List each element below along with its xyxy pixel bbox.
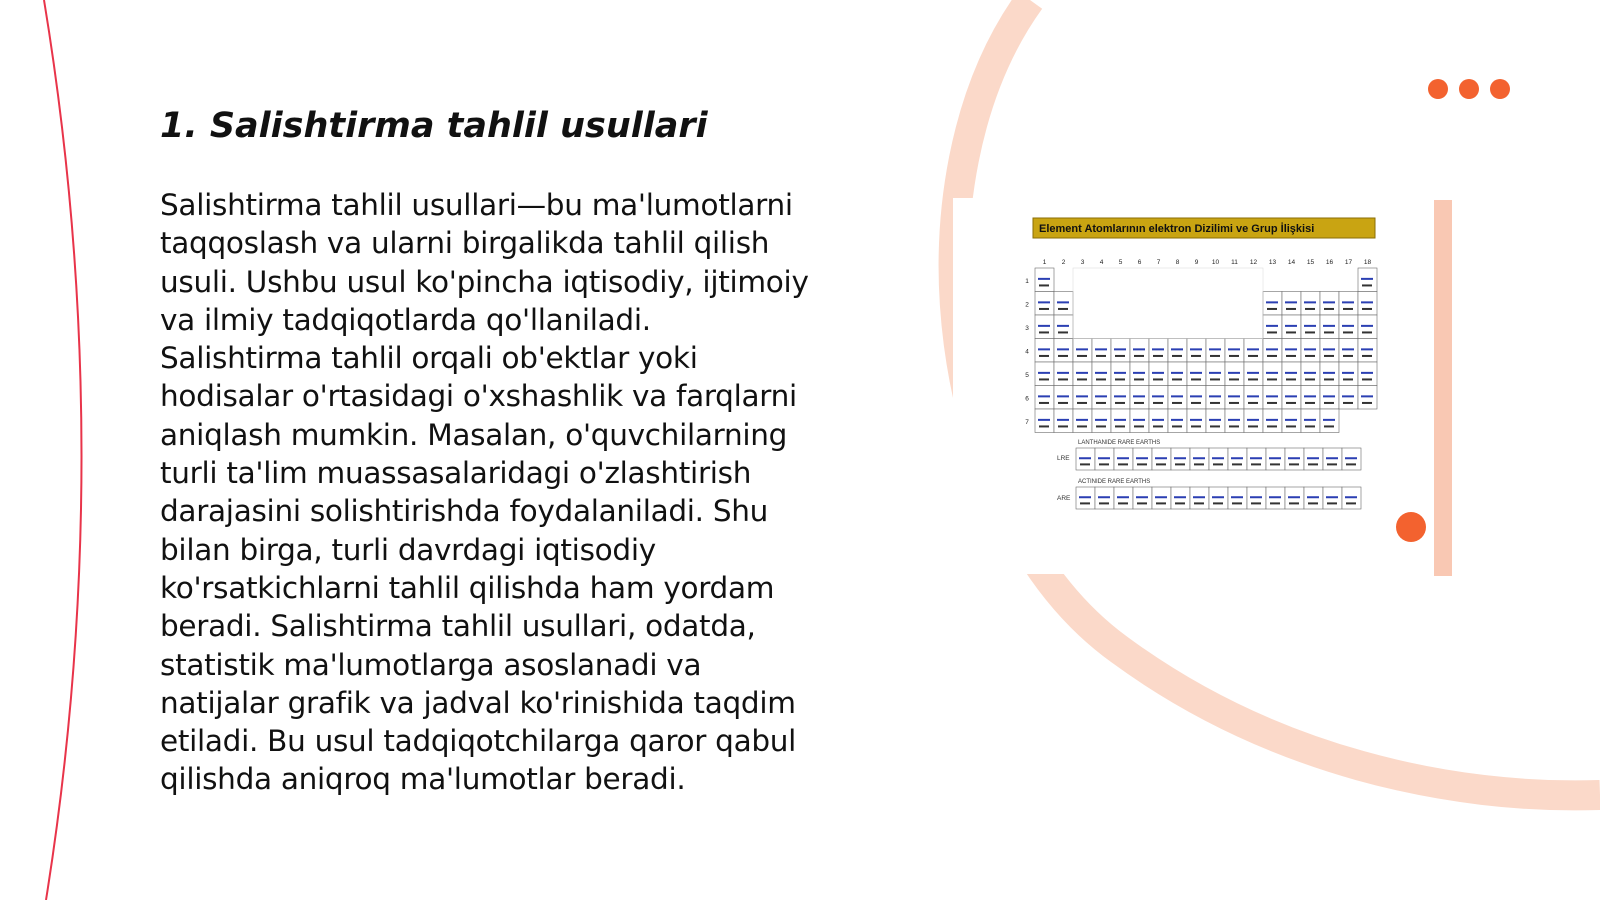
element-cell-config-mark [1038,395,1050,397]
element-cell-symbol-mark [1118,502,1128,504]
slide-body-text [160,186,840,799]
element-cell-config-mark [1171,419,1183,421]
group-number: 2 [1061,259,1066,266]
element-cell-symbol-mark [1137,502,1147,504]
element-cell-config-mark [1285,395,1297,397]
element-cell-config-mark [1114,419,1126,421]
element-cell-symbol-mark [1362,284,1372,286]
element-cell-symbol-mark [1343,355,1353,357]
body-line: aniqlash mumkin. Masalan, o'quvchilarning [160,417,788,452]
element-cell-symbol-mark [1039,378,1049,380]
element-cell-config-mark [1114,395,1126,397]
element-cell-symbol-mark [1286,425,1296,427]
element-cell-config-mark [1152,372,1164,374]
element-cell-config-mark [1212,496,1224,498]
element-cell-symbol-mark [1156,502,1166,504]
element-cell-symbol-mark [1289,463,1299,465]
vertical-peach-bar [1434,200,1452,576]
element-cell-config-mark [1152,419,1164,421]
element-cell-symbol-mark [1270,463,1280,465]
element-cell-config-mark [1250,496,1262,498]
element-cell-config-mark [1209,348,1221,350]
element-cell-symbol-mark [1099,502,1109,504]
element-cell-config-mark [1038,278,1050,280]
group-number: 7 [1156,259,1161,266]
group-number: 1 [1042,259,1047,266]
element-cell-config-mark [1193,457,1205,459]
element-cell-config-mark [1171,395,1183,397]
element-cell-symbol-mark [1346,463,1356,465]
element-cell-config-mark [1057,325,1069,327]
element-cell-symbol-mark [1343,378,1353,380]
period-number: 6 [1025,395,1029,403]
element-cell-config-mark [1193,496,1205,498]
element-cell-symbol-mark [1213,502,1223,504]
element-cell-symbol-mark [1191,378,1201,380]
element-cell-config-mark [1323,325,1335,327]
element-cell-config-mark [1266,348,1278,350]
element-cell-symbol-mark [1213,463,1223,465]
element-cell-symbol-mark [1362,355,1372,357]
element-cell-config-mark [1269,496,1281,498]
element-cell-symbol-mark [1134,425,1144,427]
element-cell-config-mark [1304,395,1316,397]
element-cell-symbol-mark [1058,378,1068,380]
element-cell-config-mark [1098,496,1110,498]
element-cell-symbol-mark [1153,378,1163,380]
element-cell-symbol-mark [1134,402,1144,404]
element-cell-config-mark [1057,419,1069,421]
element-cell-symbol-mark [1324,331,1334,333]
group-number: 14 [1287,259,1296,266]
element-cell-symbol-mark [1096,402,1106,404]
element-cell-symbol-mark [1153,402,1163,404]
element-cell-config-mark [1174,496,1186,498]
element-cell-config-mark [1326,496,1338,498]
element-cell-symbol-mark [1096,378,1106,380]
body-line: usuli. Ushbu usul ko'pincha iqtisodiy, ijtimoiy [160,264,809,299]
element-cell-config-mark [1133,419,1145,421]
group-number: 18 [1363,259,1372,266]
element-cell-symbol-mark [1286,331,1296,333]
element-cell-config-mark [1095,395,1107,397]
element-cell-symbol-mark [1248,402,1258,404]
element-cell-config-mark [1247,348,1259,350]
element-cell-symbol-mark [1137,463,1147,465]
element-cell-symbol-mark [1039,331,1049,333]
element-cell-symbol-mark [1305,425,1315,427]
element-cell-config-mark [1209,419,1221,421]
element-cell-config-mark [1231,496,1243,498]
element-cell-symbol-mark [1229,355,1239,357]
element-cell-config-mark [1342,395,1354,397]
element-cell-symbol-mark [1229,402,1239,404]
decor-dot [1428,79,1448,99]
element-cell-config-mark [1038,348,1050,350]
element-cell-symbol-mark [1172,378,1182,380]
element-cell-symbol-mark [1153,355,1163,357]
group-number: 5 [1118,259,1123,266]
element-cell-symbol-mark [1194,463,1204,465]
element-cell-symbol-mark [1194,502,1204,504]
element-cell-config-mark [1079,496,1091,498]
body-line: turli ta'lim muassasalaridagi o'zlashtirish [160,456,752,491]
element-cell-config-mark [1190,348,1202,350]
element-cell-symbol-mark [1248,378,1258,380]
element-cell-config-mark [1323,348,1335,350]
period-number: 1 [1025,277,1029,285]
element-cell-symbol-mark [1039,402,1049,404]
group-number: 17 [1344,259,1353,266]
element-cell-config-mark [1114,372,1126,374]
element-cell-config-mark [1342,301,1354,303]
element-cell-symbol-mark [1058,355,1068,357]
group-number: 12 [1249,259,1258,266]
element-cell-config-mark [1212,457,1224,459]
element-cell-symbol-mark [1305,378,1315,380]
element-cell-symbol-mark [1115,425,1125,427]
element-cell-config-mark [1304,301,1316,303]
element-cell-symbol-mark [1077,402,1087,404]
element-cell-config-mark [1266,301,1278,303]
decor-dot [1490,79,1510,99]
element-cell-config-mark [1361,278,1373,280]
periodic-table-figure [953,198,1433,574]
body-line: beradi. Salishtirma tahlil usullari, odatda, [160,609,756,644]
element-cell-config-mark [1304,419,1316,421]
element-cell-config-mark [1266,325,1278,327]
period-number: 3 [1025,324,1029,332]
element-cell-config-mark [1209,395,1221,397]
element-cell-symbol-mark [1058,425,1068,427]
element-cell-config-mark [1190,419,1202,421]
element-cell-symbol-mark [1039,425,1049,427]
body-line: etiladi. Bu usul tadqiqotchilarga qaror qabul [160,724,797,759]
element-cell-config-mark [1250,457,1262,459]
element-cell-config-mark [1136,457,1148,459]
element-cell-symbol-mark [1077,355,1087,357]
element-cell-symbol-mark [1270,502,1280,504]
element-cell-config-mark [1057,348,1069,350]
element-cell-symbol-mark [1096,355,1106,357]
element-cell-symbol-mark [1077,378,1087,380]
element-cell-config-mark [1231,457,1243,459]
element-cell-config-mark [1095,372,1107,374]
element-cell-config-mark [1117,457,1129,459]
element-cell-symbol-mark [1175,502,1185,504]
group-number: 3 [1080,259,1085,266]
element-cell-config-mark [1038,301,1050,303]
element-cell-symbol-mark [1305,402,1315,404]
element-cell-config-mark [1155,457,1167,459]
element-cell-symbol-mark [1229,425,1239,427]
transition-gap [1073,268,1263,339]
period-number: 5 [1025,371,1029,379]
element-cell-config-mark [1307,496,1319,498]
element-cell-config-mark [1133,395,1145,397]
element-cell-symbol-mark [1289,502,1299,504]
element-cell-config-mark [1361,395,1373,397]
element-cell-symbol-mark [1058,308,1068,310]
element-cell-config-mark [1269,457,1281,459]
element-cell-config-mark [1342,348,1354,350]
element-cell-config-mark [1266,395,1278,397]
body-line: bilan birga, turli davrdagi iqtisodiy [160,532,656,567]
element-cell-config-mark [1038,372,1050,374]
element-cell-config-mark [1323,419,1335,421]
body-line: va ilmiy tadqiqotlarda qo'llaniladi. [160,302,651,337]
element-cell-config-mark [1307,457,1319,459]
element-cell-config-mark [1228,419,1240,421]
element-cell-config-mark [1285,301,1297,303]
element-cell-symbol-mark [1191,402,1201,404]
lanthanide-label: LANTHANIDE RARE EARTHS [1078,440,1161,446]
element-cell-config-mark [1247,419,1259,421]
element-cell-symbol-mark [1077,425,1087,427]
element-cell-symbol-mark [1248,425,1258,427]
element-cell-config-mark [1076,395,1088,397]
decor-dot-large [1396,512,1426,542]
body-line: statistik ma'lumotlarga asoslanadi va [160,647,702,682]
period-number: 7 [1025,418,1029,426]
element-cell-symbol-mark [1115,355,1125,357]
element-cell-config-mark [1057,301,1069,303]
element-cell-symbol-mark [1080,463,1090,465]
element-cell-symbol-mark [1232,502,1242,504]
element-cell-config-mark [1285,325,1297,327]
element-cell-config-mark [1057,395,1069,397]
element-cell-symbol-mark [1343,402,1353,404]
element-cell-config-mark [1038,325,1050,327]
element-cell-config-mark [1361,372,1373,374]
element-cell-config-mark [1152,348,1164,350]
element-cell-symbol-mark [1210,378,1220,380]
period-number: 4 [1025,348,1029,356]
body-line: Salishtirma tahlil usullari—bu ma'lumotlarni [160,188,793,222]
element-cell-config-mark [1345,496,1357,498]
element-cell-symbol-mark [1039,284,1049,286]
left-red-curve [44,0,82,900]
body-line: taqqoslash va ularni birgalikda tahlil qilish [160,226,770,261]
element-cell-config-mark [1326,457,1338,459]
element-cell-config-mark [1285,372,1297,374]
element-cell-config-mark [1288,496,1300,498]
element-cell-symbol-mark [1267,308,1277,310]
body-line: hodisalar o'rtasidagi o'xshashlik va farqlarni [160,379,797,414]
element-cell-config-mark [1133,372,1145,374]
element-cell-config-mark [1095,348,1107,350]
element-cell-symbol-mark [1210,355,1220,357]
group-number: 6 [1137,259,1142,266]
body-line: natijalar grafik va jadval ko'rinishida taqdim [160,685,796,720]
element-cell-symbol-mark [1172,402,1182,404]
body-line: ko'rsatkichlarni tahlil qilishda ham yordam [160,570,775,605]
element-cell-config-mark [1095,419,1107,421]
element-cell-symbol-mark [1305,331,1315,333]
element-cell-symbol-mark [1210,402,1220,404]
element-cell-symbol-mark [1327,463,1337,465]
element-cell-symbol-mark [1172,425,1182,427]
element-cell-symbol-mark [1115,378,1125,380]
element-cell-config-mark [1342,325,1354,327]
element-cell-symbol-mark [1251,502,1261,504]
element-cell-config-mark [1345,457,1357,459]
element-cell-config-mark [1304,372,1316,374]
element-cell-config-mark [1323,395,1335,397]
element-cell-config-mark [1114,348,1126,350]
element-cell-config-mark [1098,457,1110,459]
group-number: 15 [1306,259,1315,266]
element-cell-config-mark [1285,348,1297,350]
element-cell-symbol-mark [1099,463,1109,465]
group-number: 13 [1268,259,1277,266]
element-cell-symbol-mark [1286,355,1296,357]
element-cell-config-mark [1228,395,1240,397]
element-cell-symbol-mark [1286,308,1296,310]
decor-dot [1459,79,1479,99]
element-cell-config-mark [1057,372,1069,374]
element-cell-config-mark [1266,372,1278,374]
element-cell-symbol-mark [1324,378,1334,380]
slide-title: 1. Salishtirma tahlil usullari [160,106,708,146]
element-cell-config-mark [1323,372,1335,374]
element-cell-config-mark [1228,348,1240,350]
lre-tag: LRE [1057,455,1070,462]
group-number: 9 [1194,259,1199,266]
element-cell-config-mark [1174,457,1186,459]
element-cell-symbol-mark [1191,355,1201,357]
element-cell-config-mark [1133,348,1145,350]
element-cell-config-mark [1361,325,1373,327]
element-cell-symbol-mark [1134,378,1144,380]
element-cell-symbol-mark [1156,463,1166,465]
element-cell-symbol-mark [1134,355,1144,357]
element-cell-symbol-mark [1267,331,1277,333]
group-number: 16 [1325,259,1334,266]
element-cell-config-mark [1323,301,1335,303]
element-cell-symbol-mark [1324,402,1334,404]
element-cell-config-mark [1190,372,1202,374]
element-cell-symbol-mark [1343,308,1353,310]
period-number: 2 [1025,301,1029,309]
element-cell-symbol-mark [1248,355,1258,357]
element-cell-symbol-mark [1118,463,1128,465]
element-cell-config-mark [1304,348,1316,350]
element-cell-symbol-mark [1343,331,1353,333]
element-cell-symbol-mark [1251,463,1261,465]
element-cell-config-mark [1247,395,1259,397]
element-cell-symbol-mark [1362,331,1372,333]
element-cell-symbol-mark [1362,402,1372,404]
element-cell-symbol-mark [1362,308,1372,310]
element-cell-config-mark [1155,496,1167,498]
element-cell-symbol-mark [1324,355,1334,357]
element-cell-symbol-mark [1058,402,1068,404]
element-cell-symbol-mark [1267,378,1277,380]
element-cell-symbol-mark [1324,425,1334,427]
group-number: 8 [1175,259,1180,266]
element-cell-config-mark [1247,372,1259,374]
element-cell-symbol-mark [1324,308,1334,310]
element-cell-config-mark [1117,496,1129,498]
element-cell-config-mark [1076,348,1088,350]
element-cell-config-mark [1136,496,1148,498]
body-line: qilishda aniqroq ma'lumotlar beradi. [160,762,686,797]
element-cell-symbol-mark [1039,355,1049,357]
group-number: 10 [1211,259,1220,266]
element-cell-symbol-mark [1210,425,1220,427]
element-cell-config-mark [1190,395,1202,397]
element-cell-config-mark [1266,419,1278,421]
element-cell-config-mark [1152,395,1164,397]
element-cell-config-mark [1076,372,1088,374]
element-cell-config-mark [1079,457,1091,459]
element-cell-config-mark [1171,348,1183,350]
element-cell-symbol-mark [1327,502,1337,504]
element-cell-config-mark [1342,372,1354,374]
element-cell-symbol-mark [1346,502,1356,504]
element-cell-config-mark [1288,457,1300,459]
element-cell-symbol-mark [1039,308,1049,310]
element-cell-symbol-mark [1175,463,1185,465]
element-cell-config-mark [1209,372,1221,374]
element-cell-symbol-mark [1308,502,1318,504]
element-cell-symbol-mark [1232,463,1242,465]
element-cell-symbol-mark [1267,355,1277,357]
element-cell-symbol-mark [1305,308,1315,310]
element-cell-symbol-mark [1096,425,1106,427]
header-text: Element Atomlarının elektron Dizilimi ve Grup İlişkisi [1039,223,1315,235]
body-line: darajasini solishtirishda foydalaniladi. Shu [160,494,769,529]
element-cell-symbol-mark [1229,378,1239,380]
element-cell-symbol-mark [1153,425,1163,427]
actinide-label: ACTINIDE RARE EARTHS [1078,479,1151,485]
element-cell-symbol-mark [1267,402,1277,404]
element-cell-config-mark [1285,419,1297,421]
element-cell-symbol-mark [1115,402,1125,404]
element-cell-config-mark [1304,325,1316,327]
group-number: 11 [1231,259,1238,266]
periodic-table-image [953,198,1433,574]
group-number: 4 [1099,259,1104,266]
element-cell-config-mark [1076,419,1088,421]
element-cell-symbol-mark [1362,378,1372,380]
element-cell-symbol-mark [1286,378,1296,380]
element-cell-symbol-mark [1267,425,1277,427]
element-cell-config-mark [1038,419,1050,421]
element-cell-config-mark [1361,348,1373,350]
body-line: Salishtirma tahlil orqali ob'ektlar yoki [160,341,698,376]
element-cell-config-mark [1171,372,1183,374]
element-cell-config-mark [1361,301,1373,303]
element-cell-symbol-mark [1286,402,1296,404]
are-tag: ARE [1057,495,1071,502]
element-cell-config-mark [1228,372,1240,374]
element-cell-symbol-mark [1191,425,1201,427]
element-cell-symbol-mark [1172,355,1182,357]
element-cell-symbol-mark [1058,331,1068,333]
element-cell-symbol-mark [1305,355,1315,357]
element-cell-symbol-mark [1308,463,1318,465]
element-cell-symbol-mark [1080,502,1090,504]
